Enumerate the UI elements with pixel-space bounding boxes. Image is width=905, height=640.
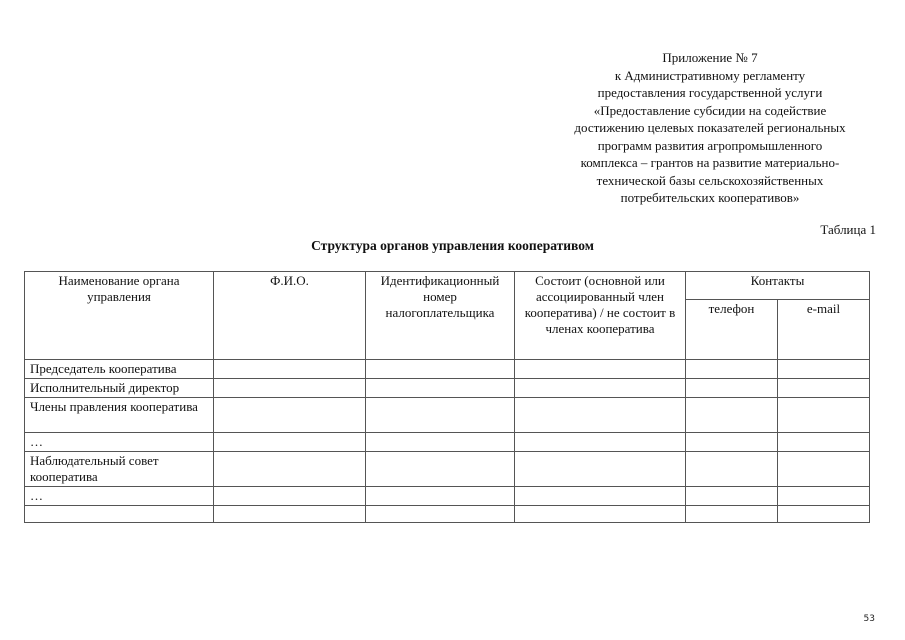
appendix-line: предоставления государственной услуги: [597, 85, 823, 100]
cell-inn: [366, 487, 515, 506]
cell-phone: [686, 360, 778, 379]
table-header-row: [25, 272, 870, 300]
row-body-name: Исполнительный директор: [25, 379, 214, 398]
appendix-line: технической базы сельскохозяйственных: [596, 172, 824, 188]
cell-inn: [366, 452, 515, 487]
page-number: 53: [863, 614, 875, 624]
cell-inn: [366, 433, 515, 452]
row-body-name: Председатель кооператива: [25, 360, 214, 379]
cell-phone: [686, 433, 778, 452]
cell-email: [778, 398, 870, 433]
cell-phone: [686, 452, 778, 487]
cell-membership: [515, 452, 686, 487]
table-number-label: Таблица 1: [820, 222, 876, 237]
row-body-name: …: [25, 487, 214, 506]
table-row: [25, 433, 870, 452]
row-body-name: Члены правления кооператива: [25, 398, 214, 433]
cell-fio: [214, 506, 366, 523]
cell-phone: [686, 398, 778, 433]
cell-fio: [214, 398, 366, 433]
cell-email: [778, 379, 870, 398]
header-membership: Состоит (основной или ассоциированный член кооператива) / не состоит в членах кооператива: [515, 272, 686, 360]
cell-inn: [366, 506, 515, 523]
appendix-line: «Предоставление субсидии на содействие: [593, 102, 827, 118]
cell-fio: [214, 433, 366, 452]
table-row: [25, 398, 870, 433]
cell-email: [778, 360, 870, 379]
cell-membership: [515, 433, 686, 452]
cell-fio: [214, 360, 366, 379]
appendix-header: [530, 49, 890, 207]
table-row: [25, 452, 870, 487]
cell-membership: [515, 487, 686, 506]
appendix-line: программ развития агропромышленного: [597, 137, 823, 153]
cell-email: [778, 433, 870, 452]
table-row: [25, 506, 870, 523]
header-phone: телефон: [686, 300, 778, 360]
table-row: [25, 360, 870, 379]
cell-membership: [515, 506, 686, 523]
cell-phone: [686, 487, 778, 506]
cell-phone: [686, 379, 778, 398]
row-body-name: [25, 506, 214, 523]
cell-email: [778, 506, 870, 523]
appendix-line: потребительских кооперативов»: [620, 190, 800, 205]
cell-inn: [366, 398, 515, 433]
header-email: e-mail: [778, 300, 870, 360]
cell-membership: [515, 398, 686, 433]
header-inn: Идентификационный номер налогоплательщика: [366, 272, 515, 360]
cell-fio: [214, 379, 366, 398]
cell-phone: [686, 506, 778, 523]
appendix-line: достижению целевых показателей региональных: [574, 120, 846, 135]
row-body-name: …: [25, 433, 214, 452]
header-fio: Ф.И.О.: [214, 272, 366, 360]
appendix-line: к Административному регламенту: [614, 67, 806, 83]
header-contacts: Контакты: [686, 272, 870, 300]
appendix-line: комплекса – грантов на развитие материально-: [580, 155, 840, 170]
appendix-line: Приложение № 7: [662, 50, 758, 65]
governance-structure-table: [24, 271, 870, 523]
cell-membership: [515, 379, 686, 398]
table-row: [25, 379, 870, 398]
cell-inn: [366, 360, 515, 379]
document-title: Структура органов управления кооперативом: [311, 238, 594, 253]
cell-email: [778, 487, 870, 506]
cell-fio: [214, 487, 366, 506]
table-row: [25, 487, 870, 506]
header-body-name: Наименование органа управления: [25, 272, 214, 360]
cell-fio: [214, 452, 366, 487]
cell-email: [778, 452, 870, 487]
cell-inn: [366, 379, 515, 398]
cell-membership: [515, 360, 686, 379]
row-body-name: Наблюдательный совет кооператива: [25, 452, 214, 487]
